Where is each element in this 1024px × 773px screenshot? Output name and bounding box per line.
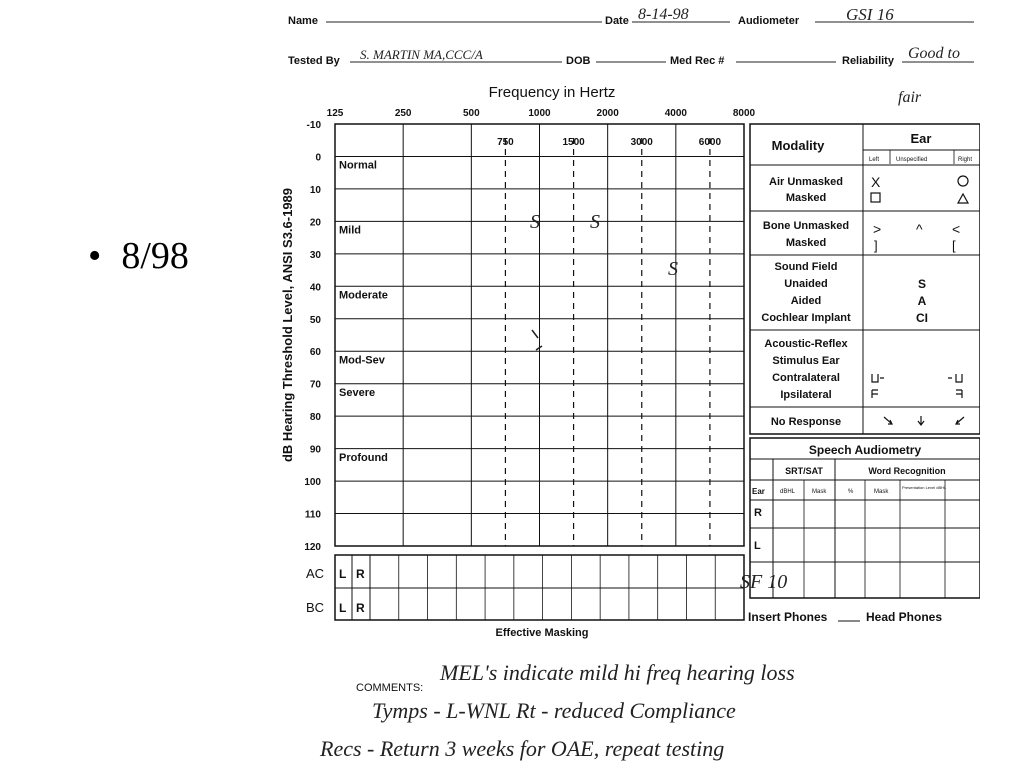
db-tick-label: 80 (309, 412, 321, 424)
bullet-text: 8/98 (121, 235, 189, 277)
masking-table (306, 555, 744, 639)
band-label: Profound (339, 451, 388, 464)
word-recognition-header: Word Recognition (868, 466, 946, 476)
comment-line-3: Recs - Return 3 weeks for OAE, repeat testing (320, 736, 725, 761)
sf-unaided-symbol: S (917, 277, 927, 291)
ear-left-header: Left (869, 157, 880, 163)
reliability-value: Good to (908, 45, 960, 62)
band-label: Mod-Sev (339, 354, 385, 367)
percent-col-header: % (848, 489, 854, 495)
mid-frequency-label: 1500 (562, 137, 585, 148)
audiogram-pencil-marks (532, 330, 542, 350)
no-response-right-arrow-icon (956, 417, 964, 424)
frequency-tick-labels (327, 108, 756, 119)
speech-row-r: R (754, 507, 762, 519)
frequency-tick-label: 500 (462, 108, 480, 119)
db-tick-label: -10 (306, 120, 321, 131)
effective-masking-label: Effective Masking (495, 627, 589, 639)
no-response-unspecified-arrow-icon (918, 416, 924, 425)
db-tick-label: 50 (309, 314, 321, 326)
comments-label: COMMENTS: (356, 682, 424, 694)
bone-left-masked-symbol: ] (874, 238, 878, 253)
ear-col-header: Ear (752, 487, 765, 496)
air-left-x-symbol: X (871, 174, 881, 190)
presentation-level-header: Presentation Level dBHL (902, 485, 947, 490)
band-label: Severe (339, 386, 376, 399)
ear-header: Ear (910, 131, 932, 146)
stimulus-ear-label: Stimulus Ear (772, 355, 840, 367)
bone-right-symbol: < (952, 221, 961, 237)
audiogram-mark-s-3: S (668, 258, 678, 280)
reflex-contra-right-symbol (948, 374, 962, 382)
frequency-tick-label: 4000 (664, 108, 687, 119)
ipsilateral-label: Ipsilateral (780, 389, 832, 401)
bone-left-symbol: > (873, 221, 882, 237)
speech-audiometry-title: Speech Audiometry (808, 443, 922, 457)
db-tick-label: 120 (304, 542, 321, 553)
db-tick-label: 100 (304, 477, 321, 489)
ac-right: R (356, 567, 365, 581)
date-value: 8-14-98 (638, 6, 689, 23)
db-tick-label: 110 (304, 509, 321, 521)
sound-field-note: SF 10 (740, 571, 788, 593)
air-right-triangle-symbol (958, 194, 968, 203)
bone-right-masked-symbol: [ (952, 238, 956, 253)
air-masked-label: Masked (785, 192, 827, 204)
audiogram-grid (335, 124, 744, 546)
air-right-circle-symbol (958, 176, 968, 186)
mid-frequency-labels (497, 137, 721, 148)
reflex-ipsi-right-symbol (956, 390, 962, 398)
mid-frequency-label: 6000 (698, 137, 722, 148)
ac-left: L (339, 567, 347, 581)
db-tick-label: 60 (309, 347, 321, 359)
ear-right-header: Right (958, 157, 973, 163)
tested-by-value: S. MARTIN MA,CCC/A (360, 47, 483, 62)
no-response-left-arrow-icon (884, 417, 892, 424)
reliability-value-2: fair (898, 89, 922, 106)
cochlear-implant-label: Cochlear Implant (761, 312, 851, 324)
bullet-dot: • (88, 235, 102, 277)
db-tick-label: 20 (309, 217, 321, 229)
db-tick-label: 90 (309, 444, 321, 456)
dob-label: DOB (566, 55, 591, 67)
audiogram-mark-s-1: S (530, 211, 540, 233)
speech-row-l: L (754, 540, 761, 552)
bone-unmasked-label: Bone Unmasked (762, 220, 850, 232)
speech-audiometry-table (740, 438, 980, 624)
contralateral-label: Contralateral (772, 372, 840, 384)
insert-phones-label: Insert Phones (748, 610, 828, 624)
audiogram-sheet (280, 0, 980, 768)
reflex-ipsi-left-symbol (872, 390, 878, 398)
bone-masked-label: Masked (785, 237, 827, 249)
band-label: Moderate (339, 289, 388, 302)
acoustic-reflex-label: Acoustic-Reflex (764, 338, 848, 350)
audiogram-form (280, 0, 980, 768)
air-left-masked-square-symbol (871, 193, 880, 202)
y-axis-label: dB Hearing Threshold Level, ANSI S3.6-1989 (280, 187, 295, 463)
med-rec-label: Med Rec # (670, 55, 725, 67)
sound-field-label: Sound Field (774, 261, 838, 273)
frequency-tick-label: 1000 (528, 108, 551, 119)
mid-frequency-label: 750 (497, 137, 514, 148)
band-label: Normal (339, 159, 377, 172)
mid-frequency-label: 3000 (630, 137, 653, 148)
modality-header: Modality (771, 138, 825, 153)
audiogram-mark-s-2: S (590, 211, 600, 233)
date-label: Date (605, 15, 629, 27)
ac-label: AC (306, 566, 325, 581)
db-tick-label: 70 (309, 379, 321, 391)
frequency-tick-label: 250 (394, 108, 412, 119)
tested-by-label: Tested By (288, 55, 340, 67)
band-label: Mild (339, 224, 361, 237)
bc-right: R (356, 601, 365, 615)
aided-label: Aided (790, 295, 822, 307)
bc-label: BC (306, 600, 325, 615)
no-response-label: No Response (770, 416, 842, 428)
sf-ci-symbol: CI (916, 311, 928, 325)
unaided-label: Unaided (784, 278, 828, 290)
name-label: Name (288, 15, 318, 27)
db-tick-labels (304, 120, 321, 553)
db-tick-label: 40 (309, 282, 321, 294)
audiometer-label: Audiometer (738, 15, 800, 27)
head-phones-label: Head Phones (866, 610, 943, 624)
comment-line-1: MEL's indicate mild hi freq hearing loss (440, 660, 795, 685)
dbhl-col-header: dBHL (780, 489, 796, 495)
db-tick-label: 0 (315, 152, 321, 164)
comment-line-2: Tymps - L-WNL Rt - reduced Compliance (372, 698, 736, 723)
reflex-contra-left-symbol (872, 374, 884, 382)
slide-bullet (88, 234, 189, 278)
hearing-loss-bands (339, 160, 388, 464)
db-tick-label: 30 (309, 249, 321, 261)
frequency-tick-label: 125 (326, 108, 344, 119)
reliability-label: Reliability (842, 55, 894, 67)
bc-left: L (339, 601, 347, 615)
frequency-tick-label: 8000 (732, 108, 756, 119)
frequency-title: Frequency in Hertz (488, 84, 616, 101)
mask-col-header: Mask (812, 489, 827, 495)
sf-aided-symbol: A (917, 294, 927, 308)
audiometer-value: GSI 16 (846, 5, 894, 24)
ear-unspecified-header: Unspecified (896, 157, 928, 163)
air-unmasked-label: Air Unmasked (769, 176, 843, 188)
bone-unspecified-symbol: ^ (916, 221, 923, 237)
symbol-legend (750, 124, 980, 434)
frequency-tick-label: 2000 (596, 108, 619, 119)
mask-col-header-2: Mask (874, 489, 889, 495)
srt-sat-header: SRT/SAT (785, 466, 823, 476)
db-tick-label: 10 (309, 184, 321, 196)
